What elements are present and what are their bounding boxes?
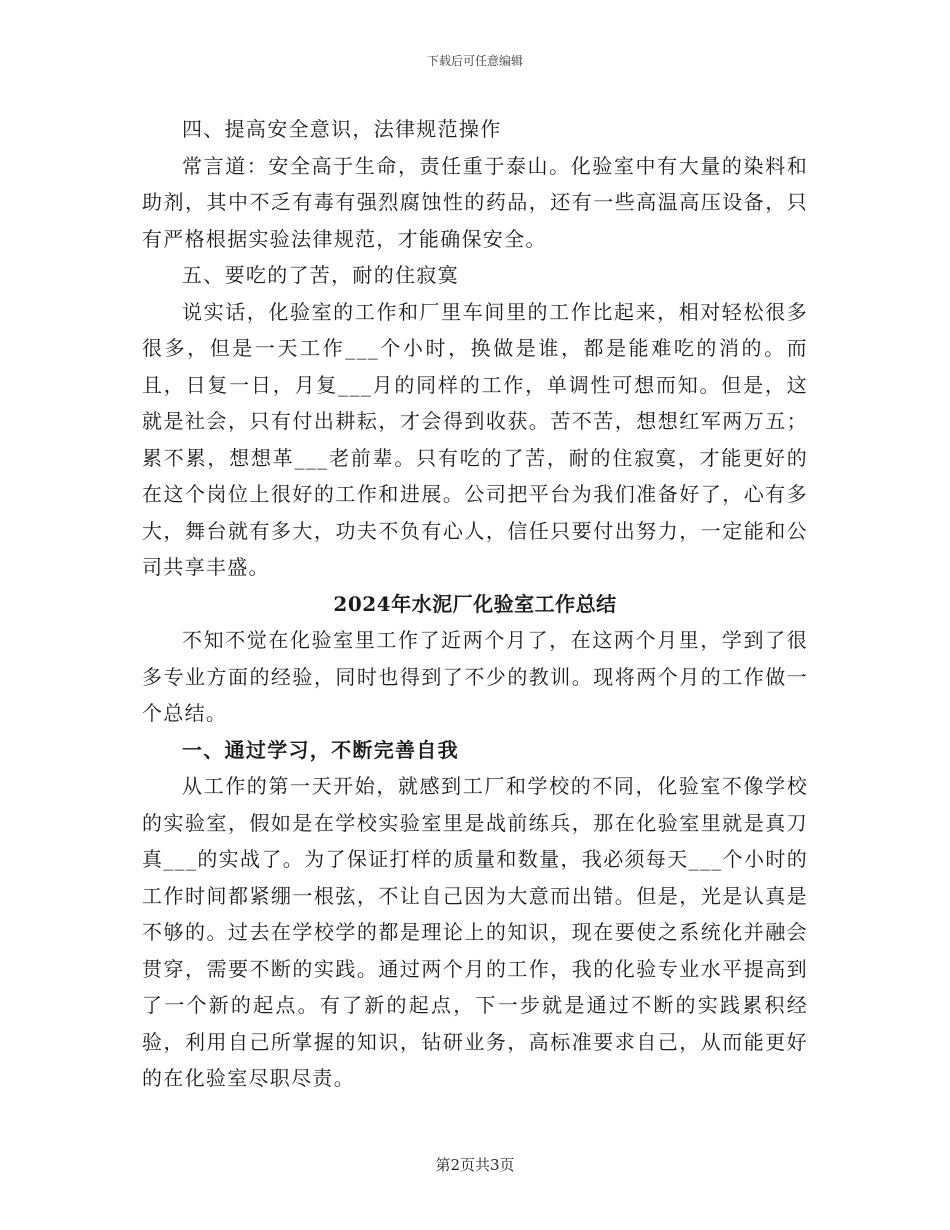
- section1-heading: 一、通过学习，不断完善自我: [182, 737, 459, 762]
- intro-paragraph: 不知不觉在化验室里工作了近两个月了，在这两个月里，学到了很多专业方面的经验，同时也得到了不少的教训。现将两个月的工作做一个总结。: [142, 628, 808, 725]
- section4-heading: 四、提高安全意识，法律规范操作: [182, 117, 502, 141]
- document-body: [142, 111, 808, 1097]
- document-title: 2024年水泥厂化验室工作总结: [333, 591, 617, 616]
- header-note: 下载后可任意编辑: [426, 54, 523, 68]
- section1-paragraph: 从工作的第一天开始，就感到工厂和学校的不同，化验室不像学校的实验室，假如是在学校实验室里是战前练兵，那在化验室里就是真刀真___的实战了。为了保证打样的质量和数量，我必须每天___个小时的工作时间都紧绷一根弦，不让自己因为大意而出错。但是，光是认真是不够的。过去在学校学的都是理论上的知识，现在要使之系统化并融会贯穿，需要不断的实践。通过两个月的工作，我的化验专业水平提高到了一个新的起点。有了新的起点，下一步就是通过不断的实践累积经验，利用自己所掌握的知识，钻研业务，高标准要求自己，从而能更好的在化验室尽职尽责。: [142, 774, 808, 1090]
- section4-paragraph: 常言道：安全高于生命，责任重于泰山。化验室中有大量的染料和助剂，其中不乏有毒有强烈腐蚀性的药品，还有一些高温高压设备，只有严格根据实验法律规范，才能确保安全。: [142, 153, 808, 251]
- page-indicator: 第2页共3页: [435, 1156, 515, 1174]
- section5-heading: 五、要吃的了苦，耐的住寂寞: [182, 263, 459, 287]
- section5-paragraph: 说实话，化验室的工作和厂里车间里的工作比起来，相对轻松很多很多，但是一天工作___个小时，换做是谁，都是能难吃的消的。而且，日复一日，月复___月的同样的工作，单调性可想而知。但是，这就是社会，只有付出耕耘，才会得到收获。苦不苦，想想红军两万五；累不累，想想革___老前辈。只有吃的了苦，耐的住寂寞，才能更好的在这个岗位上很好的工作和进展。公司把平台为我们准备好了，心有多大，舞台就有多大，功夫不负有心人，信任只要付出努力，一定能和公司共享丰盛。: [142, 299, 808, 579]
